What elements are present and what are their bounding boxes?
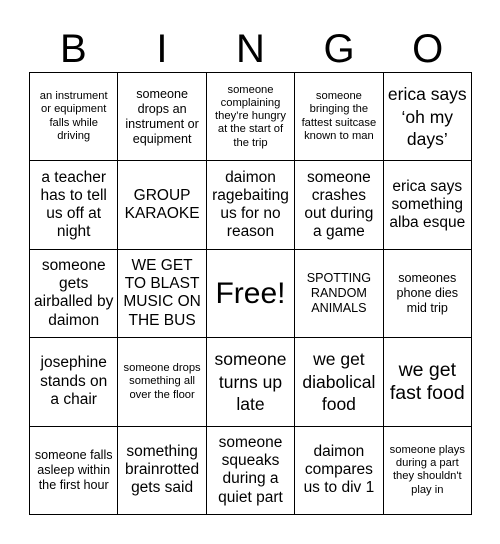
bingo-grid	[29, 72, 472, 515]
cell-text: josephine stands on a chair	[40, 354, 108, 409]
cell-text: SPOTTING RANDOM ANIMALS	[306, 271, 372, 315]
cell-text: we get fast food	[389, 358, 465, 404]
cell-text: someone gets airballed by daimon	[34, 256, 114, 329]
cell-text: someone drops an instrument or equipment	[125, 86, 199, 146]
bingo-cell-r3c2[interactable]	[118, 250, 206, 338]
header-letter-o: O	[412, 27, 444, 71]
bingo-cell-r1c3[interactable]	[207, 73, 295, 161]
cell-text: someone drops something all over the floor	[123, 362, 201, 401]
bingo-cell-r4c3[interactable]	[207, 338, 295, 426]
header-letter-g: G	[323, 27, 355, 71]
cell-text: erica says something alba esque	[389, 177, 466, 232]
cell-text: a teacher has to tell us off at night	[40, 168, 107, 241]
cell-text: someone complaining they’re hungry at the start of the trip	[215, 83, 286, 149]
bingo-cell-r4c2[interactable]	[118, 338, 206, 426]
cell-text: someone falls asleep within the first hour	[34, 448, 113, 492]
free-space-text: Free!	[215, 276, 286, 310]
cell-text: daimon compares us to div 1	[303, 442, 375, 497]
bingo-cell-r4c1[interactable]	[30, 338, 118, 426]
bingo-cell-r3c4[interactable]	[295, 250, 383, 338]
bingo-cell-r2c5[interactable]	[384, 161, 472, 249]
bingo-cell-free[interactable]	[207, 250, 295, 338]
cell-text: erica says ‘oh my days’	[387, 84, 467, 149]
bingo-cell-r1c1[interactable]	[30, 73, 118, 161]
bingo-cell-r5c5[interactable]	[384, 427, 472, 515]
header-letter-n: N	[236, 27, 265, 71]
bingo-cell-r4c5[interactable]	[384, 338, 472, 426]
bingo-header	[29, 24, 472, 74]
cell-text: something brainrotted gets said	[125, 442, 200, 497]
cell-text: an instrument or equipment falls while driving	[39, 90, 108, 142]
bingo-cell-r3c5[interactable]	[384, 250, 472, 338]
bingo-cell-r5c2[interactable]	[118, 427, 206, 515]
cell-text: someones phone dies mid trip	[396, 271, 459, 315]
bingo-cell-r5c1[interactable]	[30, 427, 118, 515]
header-letter-b: B	[59, 27, 87, 71]
bingo-cell-r5c4[interactable]	[295, 427, 383, 515]
header-letter-i: I	[156, 27, 168, 71]
cell-text: GROUP KARAOKE	[124, 186, 200, 223]
cell-text: someone squeaks during a quiet part	[218, 433, 283, 506]
bingo-cell-r2c1[interactable]	[30, 161, 118, 249]
bingo-cell-r1c5[interactable]	[384, 73, 472, 161]
cell-text: someone plays during a part they shouldn't play in	[389, 443, 465, 496]
bingo-cell-r3c1[interactable]	[30, 250, 118, 338]
bingo-cell-r2c2[interactable]	[118, 161, 206, 249]
bingo-cell-r2c4[interactable]	[295, 161, 383, 249]
bingo-cell-r1c2[interactable]	[118, 73, 206, 161]
bingo-cell-r2c3[interactable]	[207, 161, 295, 249]
cell-text: we get diabolical food	[302, 349, 376, 415]
bingo-cell-r1c4[interactable]	[295, 73, 383, 161]
cell-text: someone turns up late	[214, 349, 287, 415]
cell-text: WE GET TO BLAST MUSIC ON THE BUS	[123, 256, 201, 329]
cell-text: someone crashes out during a game	[304, 168, 374, 241]
bingo-cell-r4c4[interactable]	[295, 338, 383, 426]
cell-text: someone bringing the fattest suitcase known to man	[301, 90, 377, 142]
cell-text: daimon ragebaiting us for no reason	[212, 168, 289, 241]
bingo-cell-r5c3[interactable]	[207, 427, 295, 515]
